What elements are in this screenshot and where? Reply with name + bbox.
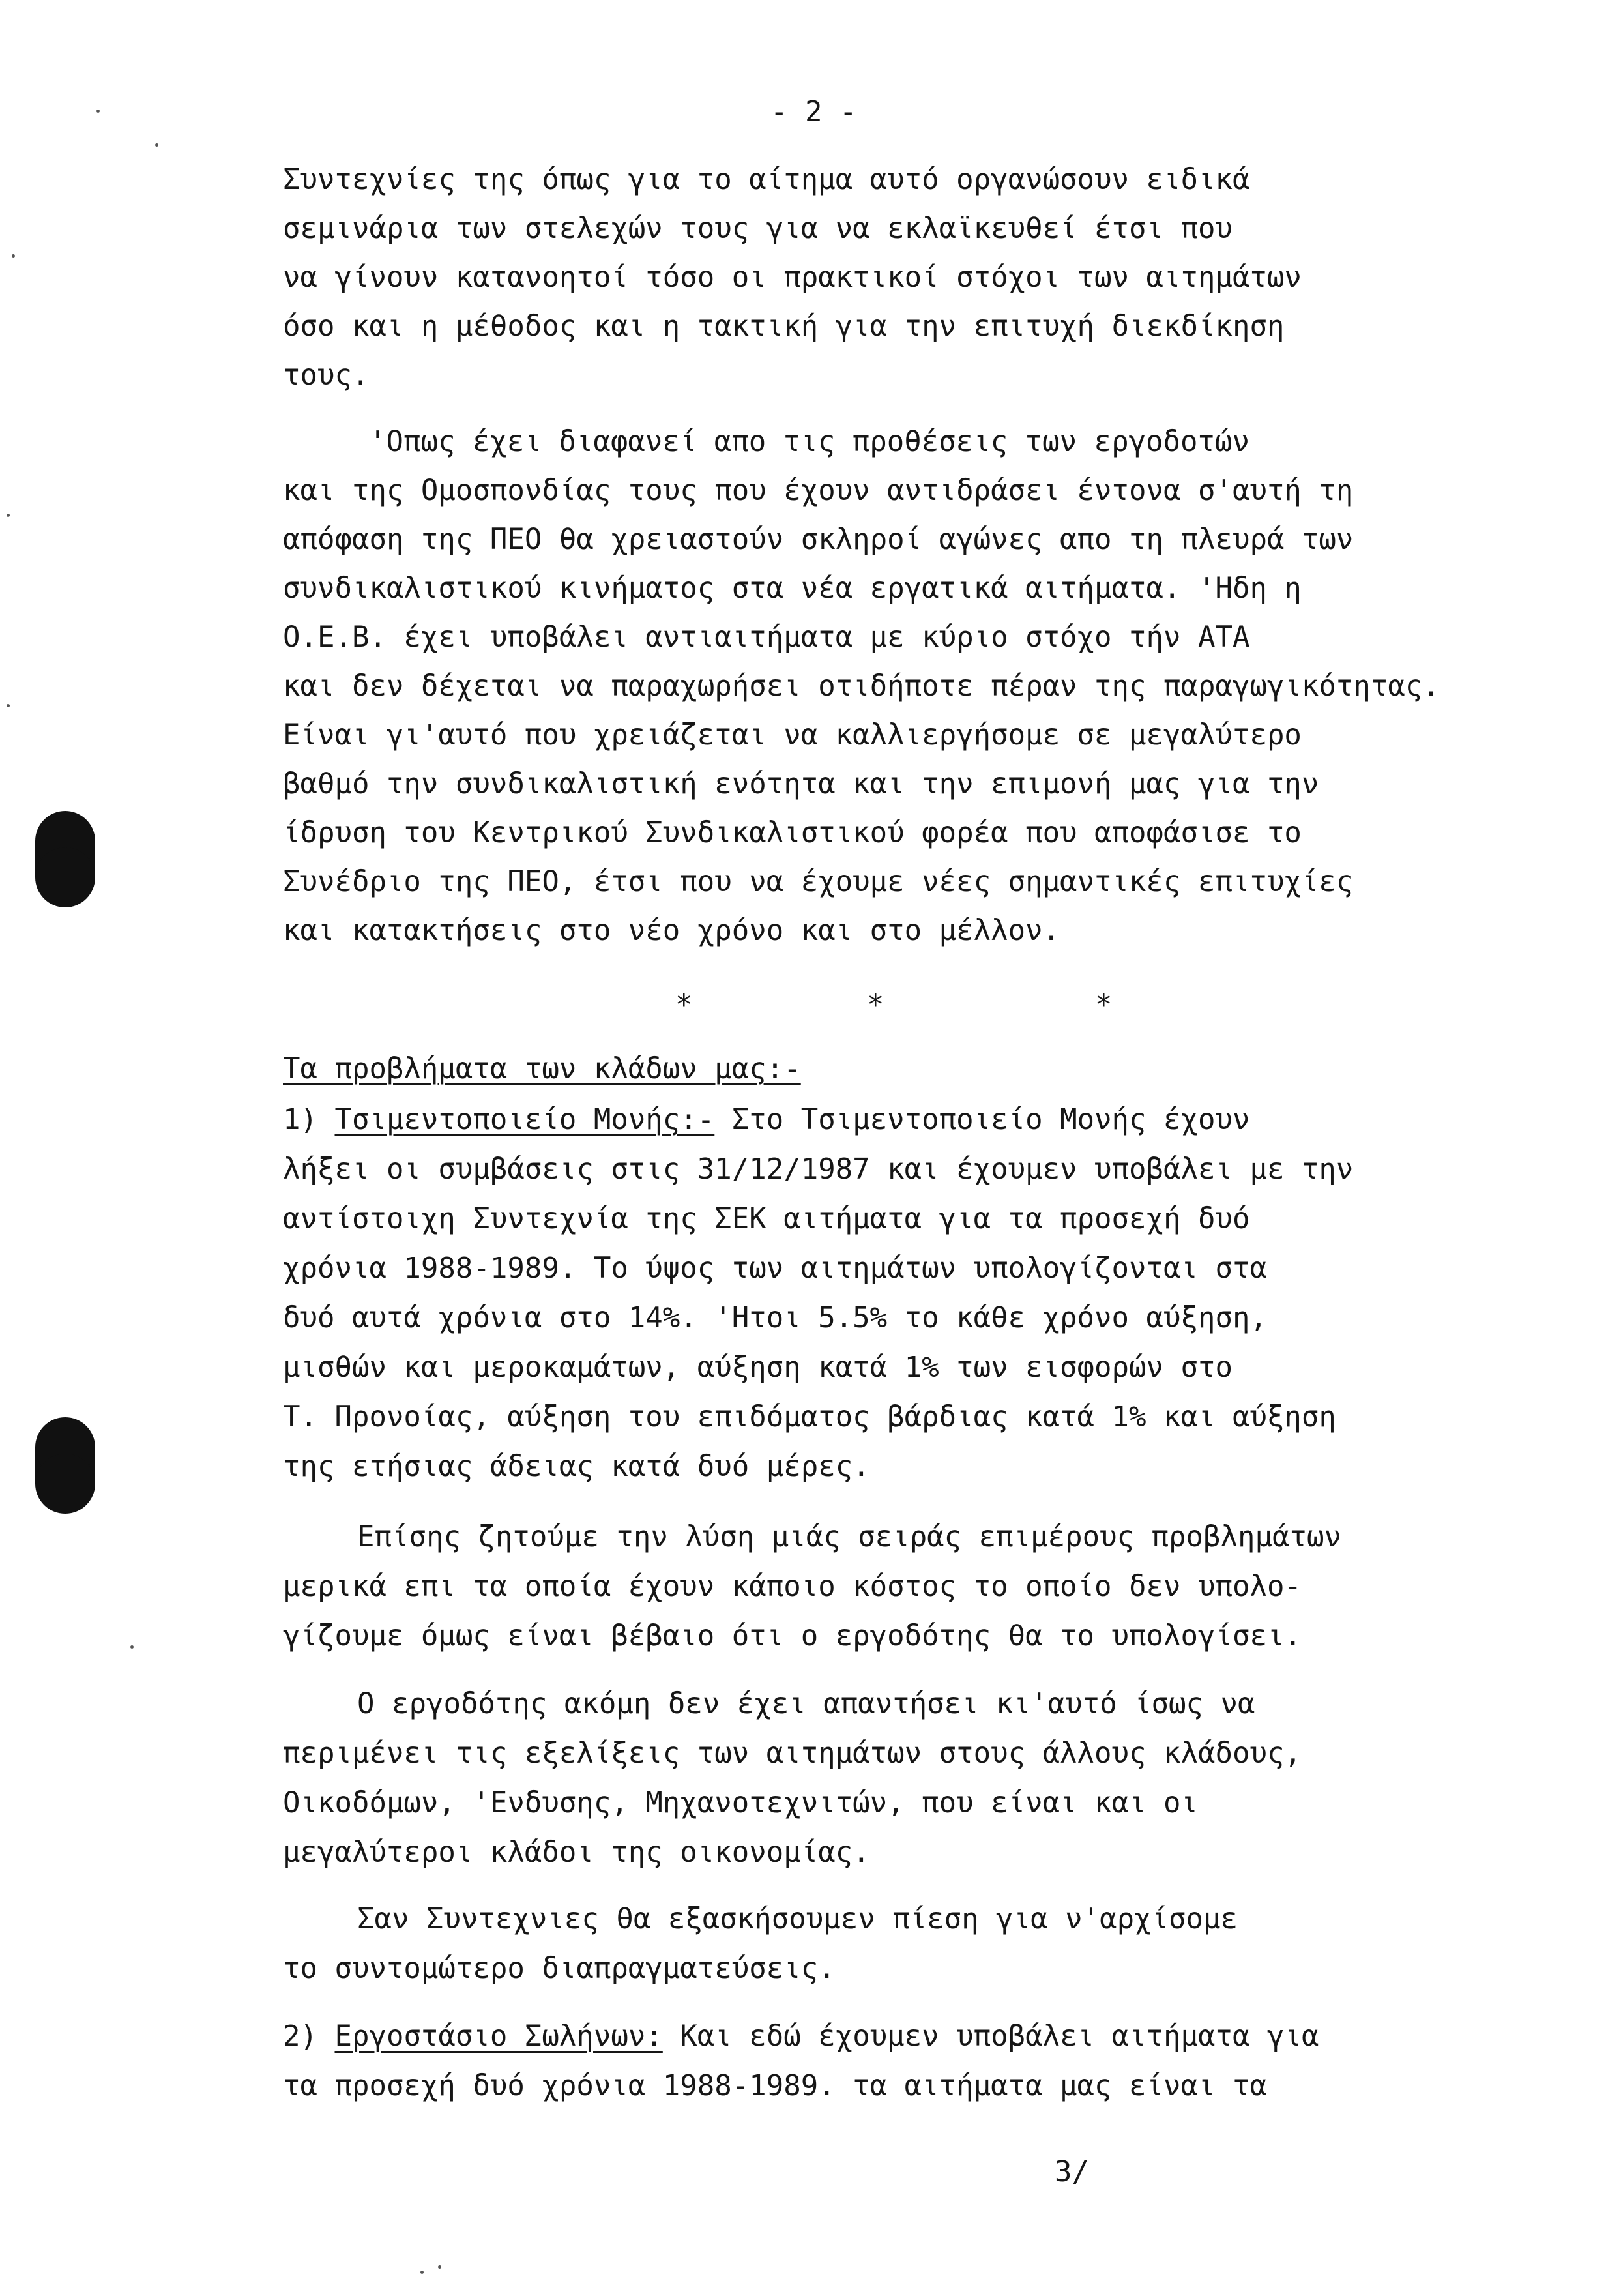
text-line: δυό αυτά χρόνια στο 14%. 'Ητοι 5.5% το κάθε χρόνο αύξηση, bbox=[283, 1301, 1267, 1334]
separator-asterisk: * bbox=[1095, 988, 1113, 1022]
text-line: απόφαση της ΠΕΟ θα χρειαστούν σκληροί αγώνες απο τη πλευρά των bbox=[283, 523, 1354, 556]
text-line: Επίσης ζητούμε την λύση μιάς σειράς επιμέρους προβλημάτων bbox=[357, 1520, 1341, 1553]
text-line: τους. bbox=[283, 359, 370, 392]
item-text: Και εδώ έχουμεν υποβάλει αιτήματα για bbox=[662, 2020, 1319, 2053]
text-line: Ο.Ε.Β. έχει υποβάλει αντιαιτήματα με κύριο στόχο τήν ΑΤΑ bbox=[283, 621, 1250, 654]
item-title: Εργοστάσιο Σωλήνων: bbox=[334, 2020, 663, 2053]
punch-hole-bottom bbox=[35, 1447, 95, 1484]
text-line: Συντεχνίες της όπως για το αίτημα αυτό οργανώσουν ειδικά bbox=[283, 163, 1250, 196]
separator-asterisk: * bbox=[867, 988, 884, 1022]
text-line: Τ. Προνοίας, αύξηση του επιδόματος βάρδιας κατά 1% και αύξηση bbox=[283, 1400, 1336, 1434]
scan-speck bbox=[130, 1645, 134, 1649]
text-line: Συνέδριο της ΠΕΟ, έτσι που να έχουμε νέες σημαντικές επιτυχίες bbox=[283, 865, 1354, 898]
page-number: - 2 - bbox=[770, 95, 857, 128]
text-line: μεγαλύτεροι κλάδοι της οικονομίας. bbox=[283, 1836, 870, 1869]
text-line: 'Οπως έχει διαφανεί απο τις προθέσεις των εργοδοτών bbox=[369, 425, 1250, 458]
text-line: χρόνια 1988-1989. Το ύψος των αιτημάτων υπολογίζονται στα bbox=[283, 1252, 1267, 1285]
text-line: και κατακτήσεις στο νέο χρόνο και στο μέλλον. bbox=[283, 914, 1060, 947]
text-line: σεμινάρια των στελεχών τους για να εκλαϊκευθεί έτσι που bbox=[283, 212, 1233, 245]
text-line: Ο εργοδότης ακόμη δεν έχει απαντήσει κι'αυτό ίσως να bbox=[357, 1687, 1255, 1720]
item-number: 2) bbox=[283, 2020, 317, 2053]
text-line: μισθών και μεροκαμάτων, αύξηση κατά 1% των εισφορών στο bbox=[283, 1351, 1233, 1384]
text-line: μερικά επι τα οποία έχουν κάποιο κόστος το οποίο δεν υπολο- bbox=[283, 1570, 1302, 1603]
text-line: λήξει οι συμβάσεις στις 31/12/1987 και έχουμεν υποβάλει με την bbox=[283, 1153, 1354, 1186]
item-1-first-line bbox=[283, 1102, 1249, 1138]
item-title: Τσιμεντοποιείο Μονής:- bbox=[334, 1103, 715, 1136]
text-line: ίδρυση του Κεντρικού Συνδικαλιστικού φορέα που αποφάσισε το bbox=[283, 816, 1302, 849]
text-line: τα προσεχή δυό χρόνια 1988-1989. τα αιτήματα μας είναι τα bbox=[283, 2069, 1267, 2102]
scan-speck bbox=[7, 704, 10, 707]
text-line: και της Ομοσπονδίας τους που έχουν αντιδράσει έντονα σ'αυτή τη bbox=[283, 474, 1354, 507]
section-heading: Τα προβλήματα των κλάδων μας:- bbox=[283, 1052, 801, 1085]
text-line: το συντομώτερο διαπραγματεύσεις. bbox=[283, 1952, 836, 1985]
scan-speck bbox=[12, 254, 15, 258]
text-line: συνδικαλιστικού κινήματος στα νέα εργατικά αιτήματα. 'Ηδη η bbox=[283, 572, 1302, 605]
text-line: περιμένει τις εξελίξεις των αιτημάτων στους άλλους κλάδους, bbox=[283, 1737, 1302, 1770]
text-line: της ετήσιας άδειας κατά δυό μέρες. bbox=[283, 1450, 870, 1483]
text-line: αντίστοιχη Συντεχνία της ΣΕΚ αιτήματα για τα προσεχή δυό bbox=[283, 1202, 1250, 1235]
item-text: Στο Τσιμεντοποιείο Μονής έχουν bbox=[714, 1103, 1250, 1136]
punch-hole-top bbox=[35, 841, 95, 877]
scan-speck bbox=[96, 110, 100, 113]
item-number: 1) bbox=[283, 1103, 317, 1136]
text-line: Οικοδόμων, 'Ενδυσης, Μηχανοτεχνιτών, που είναι και οι bbox=[283, 1786, 1198, 1819]
scan-speck bbox=[7, 514, 10, 517]
text-line: γίζουμε όμως είναι βέβαιο ότι ο εργοδότης θα το υπολογίσει. bbox=[283, 1619, 1302, 1653]
text-line: Σαν Συντεχνιες θα εξασκήσουμεν πίεση για ν'αρχίσομε bbox=[357, 1902, 1238, 1935]
scan-speck bbox=[438, 2265, 441, 2269]
text-line: βαθμό την συνδικαλιστική ενότητα και την επιμονή μας για την bbox=[283, 767, 1319, 801]
separator-asterisk: * bbox=[675, 988, 693, 1022]
item-2-first-line bbox=[283, 2018, 1319, 2055]
text-line: να γίνουν κατανοητοί τόσο οι πρακτικοί στόχοι των αιτημάτων bbox=[283, 261, 1302, 294]
text-line: Είναι γι'αυτό που χρειάζεται να καλλιεργήσομε σε μεγαλύτερο bbox=[283, 718, 1302, 752]
text-line: και δεν δέχεται να παραχωρήσει οτιδήποτε πέραν της παραγωγικότητας. bbox=[283, 670, 1440, 703]
continuation-marker: 3/ bbox=[1055, 2155, 1089, 2188]
scan-speck bbox=[155, 143, 158, 147]
scan-speck bbox=[420, 2271, 424, 2274]
text-line: όσο και η μέθοδος και η τακτική για την επιτυχή διεκδίκηση bbox=[283, 310, 1285, 343]
